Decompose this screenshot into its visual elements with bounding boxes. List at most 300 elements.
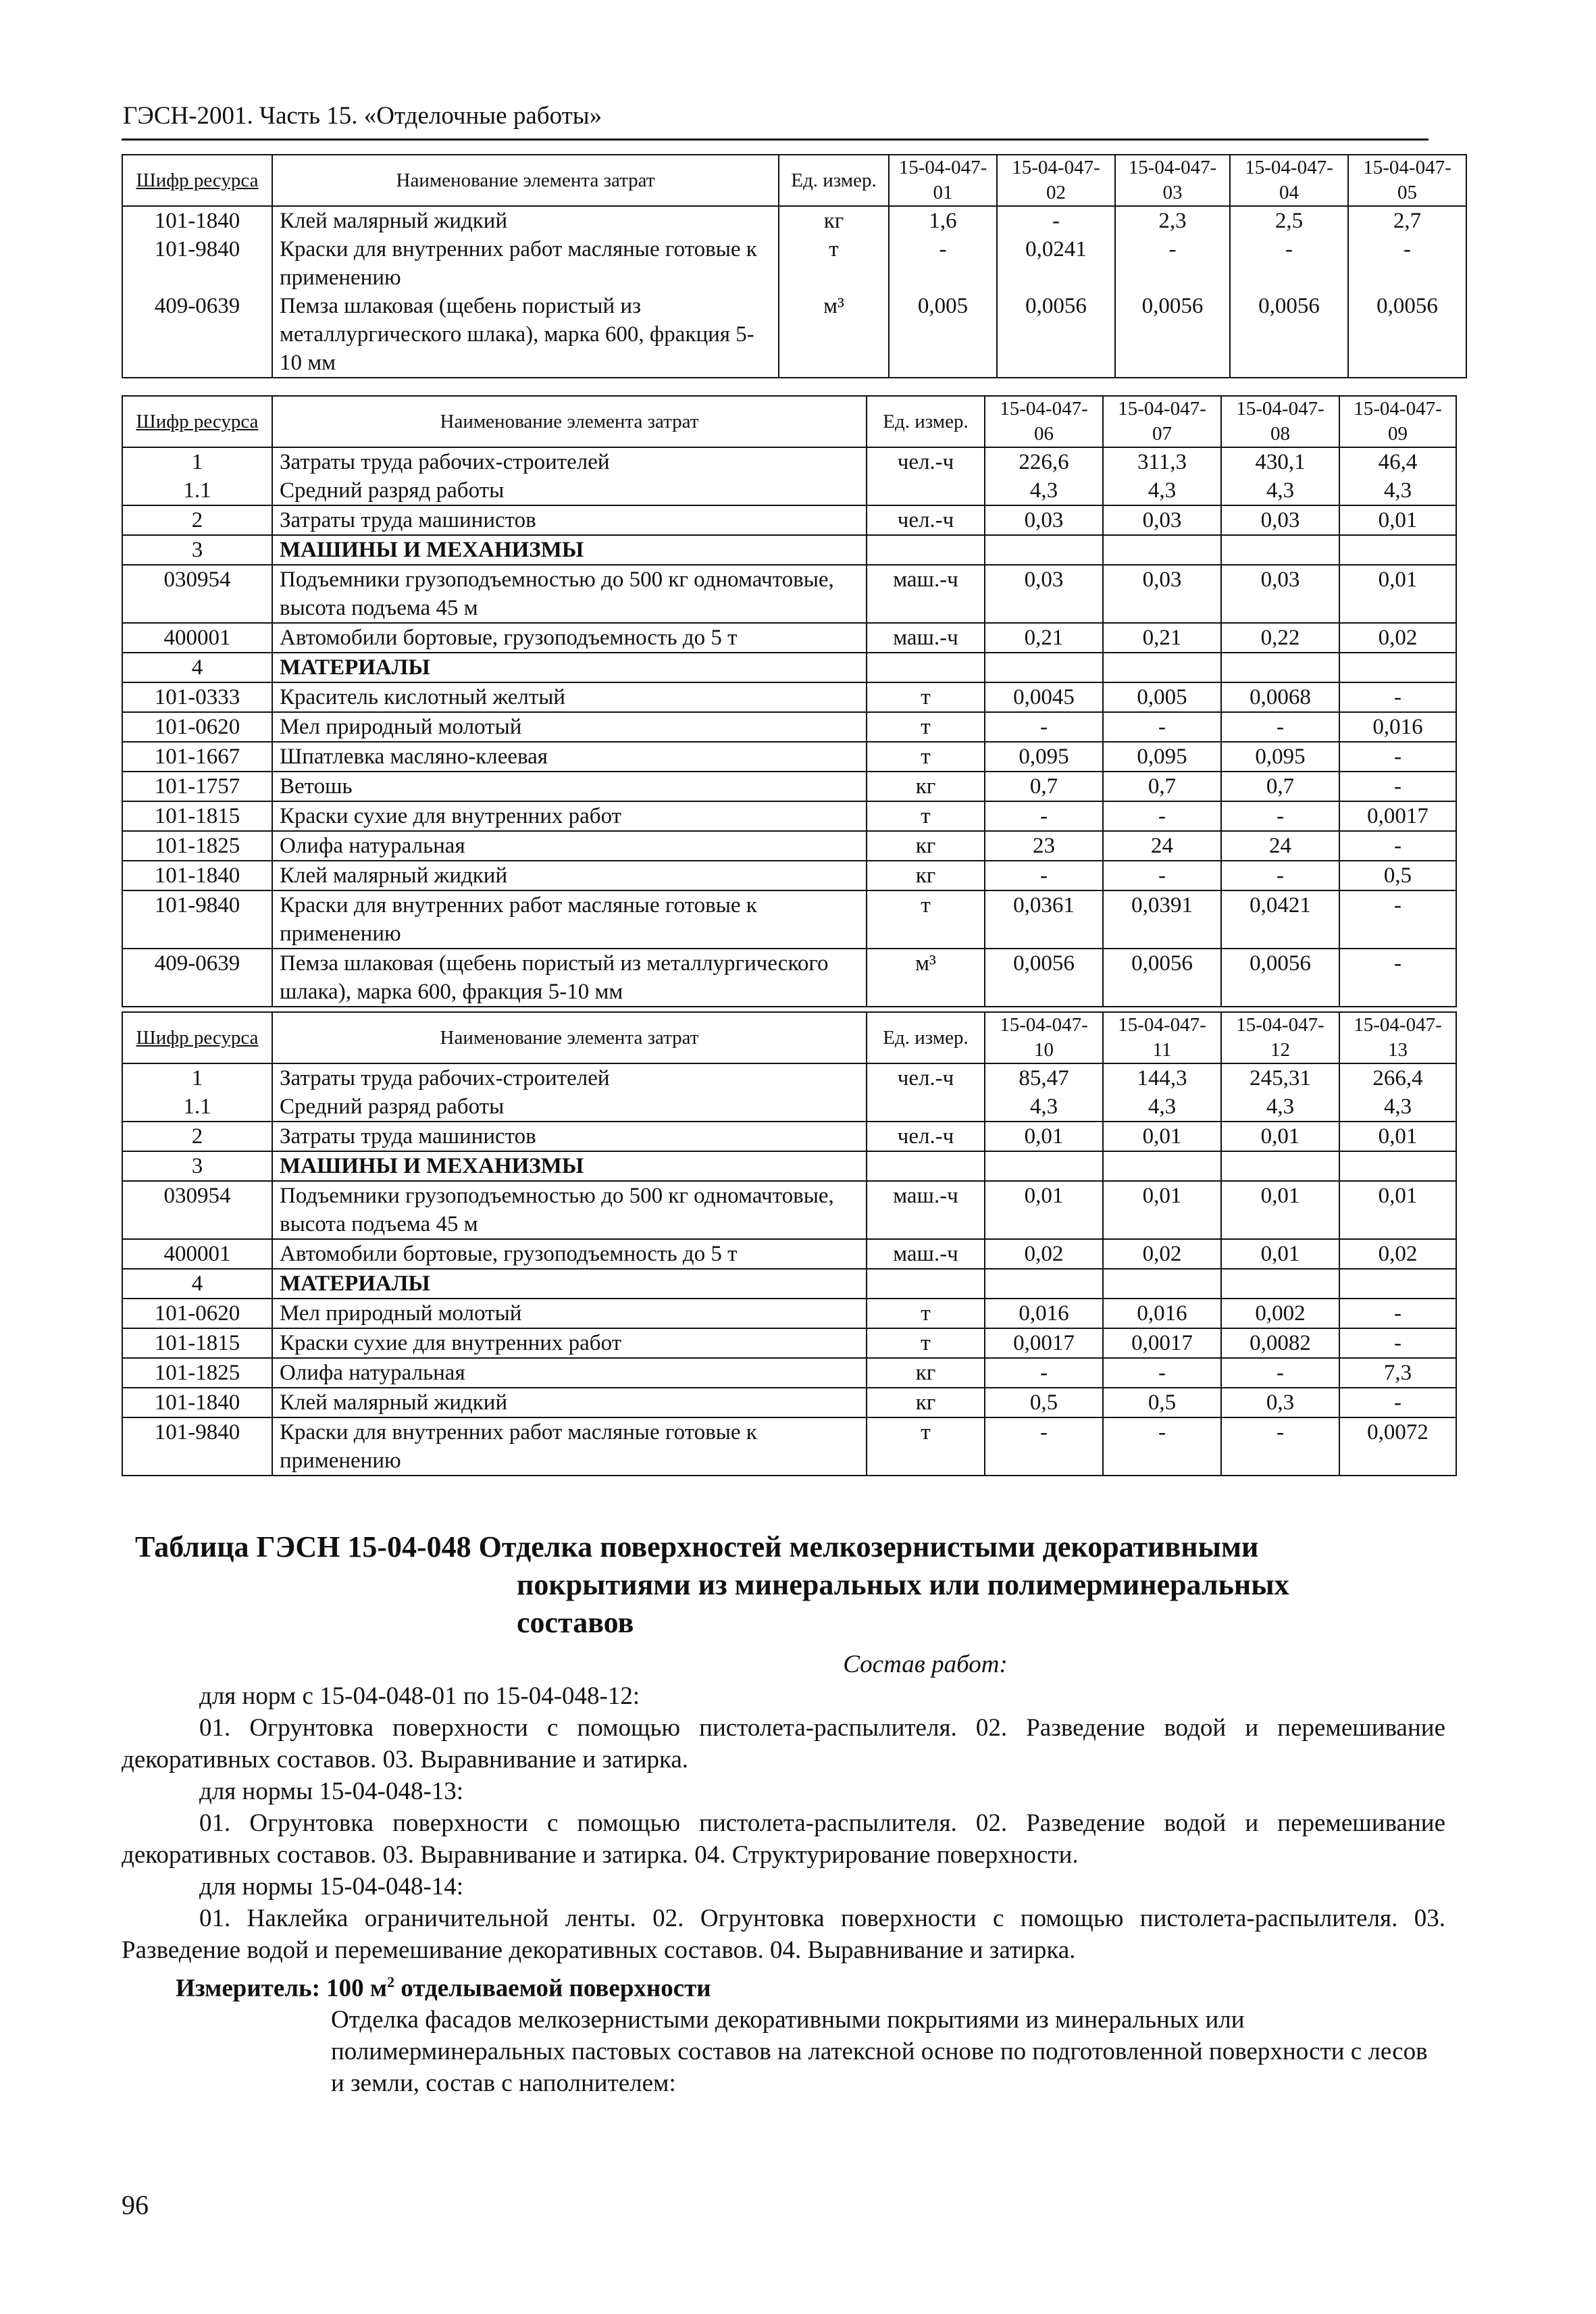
- unit-cell: чел.-ч: [867, 1122, 985, 1151]
- name-header: Наименование элемента затрат: [272, 155, 779, 206]
- norm-value: [1339, 535, 1456, 565]
- norm-column-header: 15-04-047-13: [1339, 1012, 1456, 1063]
- cost-element-name: Затраты труда рабочих-строителей: [272, 1063, 867, 1092]
- norm-value: 0,03: [1103, 505, 1221, 535]
- work-composition: [122, 1649, 1445, 2099]
- row-group: [122, 447, 1456, 505]
- measure-superscript: 2: [387, 1973, 395, 1990]
- norm-value: 0,0017: [1339, 801, 1456, 831]
- table-row: [122, 949, 1456, 1007]
- table-row: [122, 682, 1456, 712]
- norm-value: 0,01: [985, 1122, 1103, 1151]
- norm-value: -: [1339, 831, 1456, 861]
- unit-cell: т: [867, 801, 985, 831]
- resource-code: 101-9840: [122, 235, 272, 292]
- norm-value: 430,1: [1221, 447, 1339, 476]
- norm-value: 0,0056: [985, 949, 1103, 1007]
- table-row: [122, 235, 1466, 292]
- norm-value: -: [1103, 861, 1221, 890]
- norm-value: [1221, 653, 1339, 682]
- norm-value: 0,0421: [1221, 890, 1339, 949]
- cost-element-name: Затраты труда машинистов: [272, 505, 867, 535]
- row-group: [122, 505, 1456, 535]
- norm-column-header: 15-04-047-05: [1348, 155, 1466, 206]
- norm-value: 2,5: [1230, 206, 1348, 235]
- unit-cell: [867, 653, 985, 682]
- unit-cell: маш.-ч: [867, 565, 985, 623]
- norm-value: -: [1339, 742, 1456, 772]
- table-header: [122, 1012, 1456, 1063]
- norm-value: 0,7: [1221, 772, 1339, 801]
- norm-value: 245,31: [1221, 1063, 1339, 1092]
- norm-value: 0,03: [985, 505, 1103, 535]
- table-row: [122, 206, 1466, 235]
- norm-value: 0,03: [1103, 565, 1221, 623]
- unit-cell: т: [867, 742, 985, 772]
- norm-value: 0,0056: [1221, 949, 1339, 1007]
- norm-value: 1,6: [889, 206, 997, 235]
- resource-code: 2: [122, 505, 272, 535]
- resource-code: 101-0620: [122, 712, 272, 742]
- norm-value: 0,5: [985, 1388, 1103, 1417]
- cost-element-name: Средний разряд работы: [272, 1092, 867, 1122]
- norm-value: 0,016: [1339, 712, 1456, 742]
- table-row: [122, 712, 1456, 742]
- norm-value: -: [1339, 772, 1456, 801]
- resource-code: 101-1815: [122, 1328, 272, 1358]
- table-row: [122, 565, 1456, 623]
- norm-value: 0,01: [985, 1181, 1103, 1239]
- norms-operations: 01. Огрунтовка поверхности с помощью пистолета-распылителя. 02. Разведение водой и перемешивание декоративных составов. 03. Выравнивание и затирка. 04. Структурирование поверхности.: [122, 1809, 1445, 1869]
- unit-cell: кг: [779, 206, 889, 235]
- norm-value: 311,3: [1103, 447, 1221, 476]
- unit-cell: т: [867, 1328, 985, 1358]
- resource-code: 1: [122, 447, 272, 476]
- table-row: [122, 292, 1466, 378]
- resource-code: 4: [122, 653, 272, 682]
- norm-value: [1103, 653, 1221, 682]
- norm-value: -: [1230, 235, 1348, 292]
- norm-value: -: [1339, 1328, 1456, 1358]
- norm-value: 2,3: [1115, 206, 1230, 235]
- norm-value: 0,0241: [997, 235, 1115, 292]
- table-row: [122, 1239, 1456, 1269]
- norm-value: [985, 1269, 1103, 1299]
- norm-value: -: [1221, 801, 1339, 831]
- resource-code: 409-0639: [122, 949, 272, 1007]
- norm-value: 0,095: [1103, 742, 1221, 772]
- resource-code: 101-9840: [122, 890, 272, 949]
- resource-code: 101-1667: [122, 742, 272, 772]
- unit-cell: кг: [867, 1388, 985, 1417]
- measure-label: Измеритель: 100 м: [176, 1974, 388, 2003]
- resource-code: 3: [122, 1151, 272, 1181]
- table-row: [122, 1122, 1456, 1151]
- code-header: Шифр ресурса: [122, 1012, 272, 1063]
- table-row: [122, 1358, 1456, 1388]
- resource-table-047-01-05: [122, 154, 1467, 378]
- resource-code: 101-0333: [122, 682, 272, 712]
- table-row: [122, 890, 1456, 949]
- norm-value: 0,01: [1221, 1122, 1339, 1151]
- norm-value: 0,0017: [985, 1328, 1103, 1358]
- norm-value: 0,21: [985, 623, 1103, 653]
- norm-value: -: [1339, 949, 1456, 1007]
- norm-column-header: 15-04-047-11: [1103, 1012, 1221, 1063]
- norm-value: 0,03: [1221, 565, 1339, 623]
- unit-header: Ед. измер.: [867, 1012, 985, 1063]
- resource-code: 2: [122, 1122, 272, 1151]
- norm-value: 0,02: [1339, 623, 1456, 653]
- page-number: 96: [122, 2190, 149, 2220]
- resource-code: 1.1: [122, 476, 272, 505]
- norms-label: для нормы 15-04-048-13:: [199, 1778, 464, 1805]
- norm-value: 0,005: [889, 292, 997, 378]
- norm-value: 0,0072: [1339, 1417, 1456, 1476]
- norm-value: 0,02: [1339, 1239, 1456, 1269]
- norm-value: 0,0082: [1221, 1328, 1339, 1358]
- unit-cell: чел.-ч: [867, 447, 985, 476]
- name-header: Наименование элемента затрат: [272, 396, 867, 447]
- norm-value: [1339, 653, 1456, 682]
- cost-element-name: Средний разряд работы: [272, 476, 867, 505]
- unit-cell: кг: [867, 1358, 985, 1388]
- section-title-line: Таблица ГЭСН 15-04-048 Отделка поверхностей мелкозернистыми декоративными: [135, 1530, 1259, 1563]
- norm-value: 0,01: [1339, 505, 1456, 535]
- unit-cell: маш.-ч: [867, 1239, 985, 1269]
- code-header: Шифр ресурса: [122, 155, 272, 206]
- row-group: [122, 1122, 1456, 1151]
- cost-element-name: Краски сухие для внутренних работ: [272, 801, 867, 831]
- table-header: [122, 155, 1466, 206]
- unit-cell: маш.-ч: [867, 1181, 985, 1239]
- table-row: [122, 831, 1456, 861]
- norm-value: 0,0045: [985, 682, 1103, 712]
- norms-label: для норм с 15-04-048-01 по 15-04-048-12:: [199, 1682, 640, 1710]
- resource-code: 400001: [122, 623, 272, 653]
- unit-cell: кг: [867, 831, 985, 861]
- unit-cell: чел.-ч: [867, 1063, 985, 1092]
- norm-value: -: [985, 861, 1103, 890]
- unit-cell: кг: [867, 772, 985, 801]
- norm-value: [1103, 1151, 1221, 1181]
- cost-element-name: Краски для внутренних работ масляные готовые к применению: [272, 235, 779, 292]
- resource-code: 3: [122, 535, 272, 565]
- norm-value: 0,3: [1221, 1388, 1339, 1417]
- norm-value: -: [1221, 861, 1339, 890]
- table-row: [122, 801, 1456, 831]
- cost-element-name: Автомобили бортовые, грузоподъемность до 5 т: [272, 623, 867, 653]
- measure-label-rest: отделываемой поверхности: [394, 1974, 711, 2003]
- unit-cell: чел.-ч: [867, 505, 985, 535]
- norm-value: -: [997, 206, 1115, 235]
- table-row: [122, 1417, 1456, 1476]
- norm-value: 226,6: [985, 447, 1103, 476]
- norm-value: 0,22: [1221, 623, 1339, 653]
- cost-element-name: МАТЕРИАЛЫ: [272, 1269, 867, 1299]
- norm-value: 0,0017: [1103, 1328, 1221, 1358]
- norm-value: -: [1103, 1358, 1221, 1388]
- norm-description: Отделка фасадов мелкозернистыми декоративными покрытиями из минеральных или полимерминеральных пастовых составов на латексной основе по подготовленной поверхности с лесов и земли, состав с наполнителем:: [331, 2006, 1428, 2098]
- cost-element-name: Мел природный молотый: [272, 712, 867, 742]
- norm-value: 0,0056: [1103, 949, 1221, 1007]
- unit-header: Ед. измер.: [867, 396, 985, 447]
- resource-code: 400001: [122, 1239, 272, 1269]
- cost-element-name: МАШИНЫ И МЕХАНИЗМЫ: [272, 1151, 867, 1181]
- norm-value: 4,3: [1103, 1092, 1221, 1122]
- header-rule: [122, 139, 1428, 141]
- norm-value: -: [1103, 712, 1221, 742]
- table-row: [122, 653, 1456, 682]
- norm-value: 0,0391: [1103, 890, 1221, 949]
- norms-operations: 01. Наклейка ограничительной ленты. 02. Огрунтовка поверхности с помощью пистолета-распылителя. 03. Разведение водой и перемешивание декоративных составов. 04. Выравнивание и затирка.: [122, 1905, 1445, 1964]
- resource-table-047-10-13: [122, 1011, 1457, 1476]
- cost-element-name: Клей малярный жидкий: [272, 206, 779, 235]
- resource-code: 1.1: [122, 1092, 272, 1122]
- unit-cell: [867, 476, 985, 505]
- code-header: Шифр ресурса: [122, 396, 272, 447]
- unit-cell: [867, 1151, 985, 1181]
- norm-value: 4,3: [1221, 1092, 1339, 1122]
- norms-operations: 01. Огрунтовка поверхности с помощью пистолета-распылителя. 02. Разведение водой и перемешивание декоративных составов. 03. Выравнивание и затирка.: [122, 1714, 1445, 1774]
- resource-code: 409-0639: [122, 292, 272, 378]
- norm-column-header: 15-04-047-04: [1230, 155, 1348, 206]
- norm-value: 85,47: [985, 1063, 1103, 1092]
- cost-element-name: Клей малярный жидкий: [272, 1388, 867, 1417]
- norm-value: 2,7: [1348, 206, 1466, 235]
- norm-value: 0,016: [1103, 1299, 1221, 1328]
- norm-value: 0,01: [1103, 1122, 1221, 1151]
- norm-value: 0,01: [1339, 1122, 1456, 1151]
- row-group: [122, 1151, 1456, 1269]
- table-row: [122, 1063, 1456, 1092]
- cost-element-name: Подъемники грузоподъемностью до 500 кг одномачтовые, высота подъема 45 м: [272, 565, 867, 623]
- cost-element-name: Мел природный молотый: [272, 1299, 867, 1328]
- norm-value: 0,0056: [1230, 292, 1348, 378]
- norm-value: 0,5: [1103, 1388, 1221, 1417]
- norm-column-header: 15-04-047-06: [985, 396, 1103, 447]
- running-head: ГЭСН-2001. Часть 15. «Отделочные работы»: [123, 102, 602, 130]
- resource-code: 101-1757: [122, 772, 272, 801]
- cost-element-name: Затраты труда машинистов: [272, 1122, 867, 1151]
- norm-value: 0,7: [1103, 772, 1221, 801]
- norm-value: -: [985, 1417, 1103, 1476]
- norm-value: 0,002: [1221, 1299, 1339, 1328]
- norm-value: 0,7: [985, 772, 1103, 801]
- norm-value: 0,02: [985, 1239, 1103, 1269]
- norm-value: [1221, 535, 1339, 565]
- norm-value: 24: [1221, 831, 1339, 861]
- cost-element-name: Затраты труда рабочих-строителей: [272, 447, 867, 476]
- resource-code: 101-1840: [122, 206, 272, 235]
- norm-value: 0,095: [1221, 742, 1339, 772]
- norm-column-header: 15-04-047-09: [1339, 396, 1456, 447]
- norm-value: -: [985, 1358, 1103, 1388]
- norm-value: 4,3: [985, 1092, 1103, 1122]
- cost-element-name: Шпатлевка масляно-клеевая: [272, 742, 867, 772]
- norm-value: -: [1103, 801, 1221, 831]
- table-row: [122, 476, 1456, 505]
- norm-value: 4,3: [1339, 1092, 1456, 1122]
- norm-value: 0,0056: [997, 292, 1115, 378]
- norm-value: -: [1339, 1388, 1456, 1417]
- norm-value: 0,01: [1221, 1239, 1339, 1269]
- cost-element-name: Автомобили бортовые, грузоподъемность до 5 т: [272, 1239, 867, 1269]
- norm-value: -: [1221, 1358, 1339, 1388]
- norm-value: 0,0056: [1115, 292, 1230, 378]
- norm-value: -: [1339, 890, 1456, 949]
- unit-cell: т: [867, 890, 985, 949]
- resource-table-047-06-09: [122, 395, 1457, 1007]
- norm-column-header: 15-04-047-08: [1221, 396, 1339, 447]
- norm-value: 7,3: [1339, 1358, 1456, 1388]
- norm-value: 0,03: [985, 565, 1103, 623]
- norm-value: 4,3: [1103, 476, 1221, 505]
- cost-element-name: Краски для внутренних работ масляные готовые к применению: [272, 890, 867, 949]
- unit-cell: т: [867, 1299, 985, 1328]
- norm-value: [985, 1151, 1103, 1181]
- table-row: [122, 742, 1456, 772]
- cost-element-name: Клей малярный жидкий: [272, 861, 867, 890]
- table-row: [122, 1151, 1456, 1181]
- norm-value: 266,4: [1339, 1063, 1456, 1092]
- resource-code: 101-9840: [122, 1417, 272, 1476]
- norm-value: 0,0361: [985, 890, 1103, 949]
- norm-value: [1221, 1269, 1339, 1299]
- table-row: [122, 1299, 1456, 1328]
- table-body: [122, 206, 1466, 378]
- section-title: [135, 1528, 1432, 1642]
- norm-column-header: 15-04-047-07: [1103, 396, 1221, 447]
- norm-value: 0,01: [1339, 565, 1456, 623]
- norm-value: 0,5: [1339, 861, 1456, 890]
- table-row: [122, 623, 1456, 653]
- row-group: [122, 653, 1456, 1007]
- norm-column-header: 15-04-047-10: [985, 1012, 1103, 1063]
- norm-value: 0,02: [1103, 1239, 1221, 1269]
- norm-value: 24: [1103, 831, 1221, 861]
- resource-code: 101-1825: [122, 1358, 272, 1388]
- cost-element-name: МАТЕРИАЛЫ: [272, 653, 867, 682]
- table-row: [122, 1181, 1456, 1239]
- cost-element-name: Олифа натуральная: [272, 1358, 867, 1388]
- cost-element-name: Подъемники грузоподъемностью до 500 кг одномачтовые, высота подъема 45 м: [272, 1181, 867, 1239]
- cost-element-name: Ветошь: [272, 772, 867, 801]
- norm-column-header: 15-04-047-02: [997, 155, 1115, 206]
- section-title-line: покрытиями из минеральных или полимерминеральных: [517, 1568, 1289, 1601]
- norm-value: -: [1221, 712, 1339, 742]
- table-header: [122, 396, 1456, 447]
- norm-value: [1221, 1151, 1339, 1181]
- norm-column-header: 15-04-047-03: [1115, 155, 1230, 206]
- resource-code: 101-1840: [122, 861, 272, 890]
- unit-cell: т: [867, 712, 985, 742]
- norm-value: 4,3: [1339, 476, 1456, 505]
- resource-code: 101-1825: [122, 831, 272, 861]
- norm-value: 0,01: [1103, 1181, 1221, 1239]
- unit-cell: т: [867, 1417, 985, 1476]
- unit-cell: т: [779, 235, 889, 292]
- norm-value: 0,095: [985, 742, 1103, 772]
- norm-value: -: [985, 712, 1103, 742]
- unit-cell: м³: [867, 949, 985, 1007]
- norm-value: [1339, 1151, 1456, 1181]
- cost-element-name: Краситель кислотный желтый: [272, 682, 867, 712]
- unit-cell: м³: [779, 292, 889, 378]
- table-row: [122, 772, 1456, 801]
- norm-value: -: [1348, 235, 1466, 292]
- norm-value: [1103, 1269, 1221, 1299]
- resource-code: 101-1840: [122, 1388, 272, 1417]
- norm-value: -: [1221, 1417, 1339, 1476]
- cost-element-name: Пемза шлаковая (щебень пористый из металлургического шлака), марка 600, фракция 5-10 мм: [272, 949, 867, 1007]
- norm-value: 0,005: [1103, 682, 1221, 712]
- table-row: [122, 535, 1456, 565]
- cost-element-name: Олифа натуральная: [272, 831, 867, 861]
- resource-code: 030954: [122, 1181, 272, 1239]
- unit-cell: [867, 1269, 985, 1299]
- cost-element-name: МАШИНЫ И МЕХАНИЗМЫ: [272, 535, 867, 565]
- table-row: [122, 1092, 1456, 1122]
- unit-cell: [867, 1092, 985, 1122]
- measure-unit: [122, 1966, 1445, 2004]
- norm-column-header: 15-04-047-12: [1221, 1012, 1339, 1063]
- resource-code: 1: [122, 1063, 272, 1092]
- norm-value: 46,4: [1339, 447, 1456, 476]
- norm-value: 0,0068: [1221, 682, 1339, 712]
- norm-value: 144,3: [1103, 1063, 1221, 1092]
- row-group: [122, 1269, 1456, 1476]
- norm-value: 0,01: [1339, 1181, 1456, 1239]
- norm-value: -: [1103, 1417, 1221, 1476]
- cost-element-name: Краски для внутренних работ масляные готовые к применению: [272, 1417, 867, 1476]
- unit-cell: [867, 535, 985, 565]
- cost-element-name: Пемза шлаковая (щебень пористый из металлургического шлака), марка 600, фракция 5-10 мм: [272, 292, 779, 378]
- resource-code: 101-0620: [122, 1299, 272, 1328]
- table-row: [122, 1328, 1456, 1358]
- unit-cell: кг: [867, 861, 985, 890]
- section-title-line: составов: [517, 1606, 634, 1639]
- table-row: [122, 861, 1456, 890]
- norm-value: -: [1339, 682, 1456, 712]
- norm-value: 0,03: [1221, 505, 1339, 535]
- table-row: [122, 1388, 1456, 1417]
- norm-value: 0,016: [985, 1299, 1103, 1328]
- norm-value: [985, 653, 1103, 682]
- unit-cell: маш.-ч: [867, 623, 985, 653]
- norm-value: -: [985, 801, 1103, 831]
- norm-value: -: [1115, 235, 1230, 292]
- row-group: [122, 1063, 1456, 1122]
- table-row: [122, 505, 1456, 535]
- norm-value: 0,0056: [1348, 292, 1466, 378]
- unit-header: Ед. измер.: [779, 155, 889, 206]
- norm-value: [1339, 1269, 1456, 1299]
- norm-value: -: [889, 235, 997, 292]
- unit-cell: т: [867, 682, 985, 712]
- cost-element-name: Краски сухие для внутренних работ: [272, 1328, 867, 1358]
- norm-value: -: [1339, 1299, 1456, 1328]
- norms-label: для нормы 15-04-048-14:: [199, 1873, 464, 1901]
- norm-value: 0,01: [1221, 1181, 1339, 1239]
- resource-code: 101-1815: [122, 801, 272, 831]
- norm-value: [1103, 535, 1221, 565]
- resource-code: 030954: [122, 565, 272, 623]
- row-group: [122, 535, 1456, 653]
- name-header: Наименование элемента затрат: [272, 1012, 867, 1063]
- resource-code: 4: [122, 1269, 272, 1299]
- norm-value: 4,3: [985, 476, 1103, 505]
